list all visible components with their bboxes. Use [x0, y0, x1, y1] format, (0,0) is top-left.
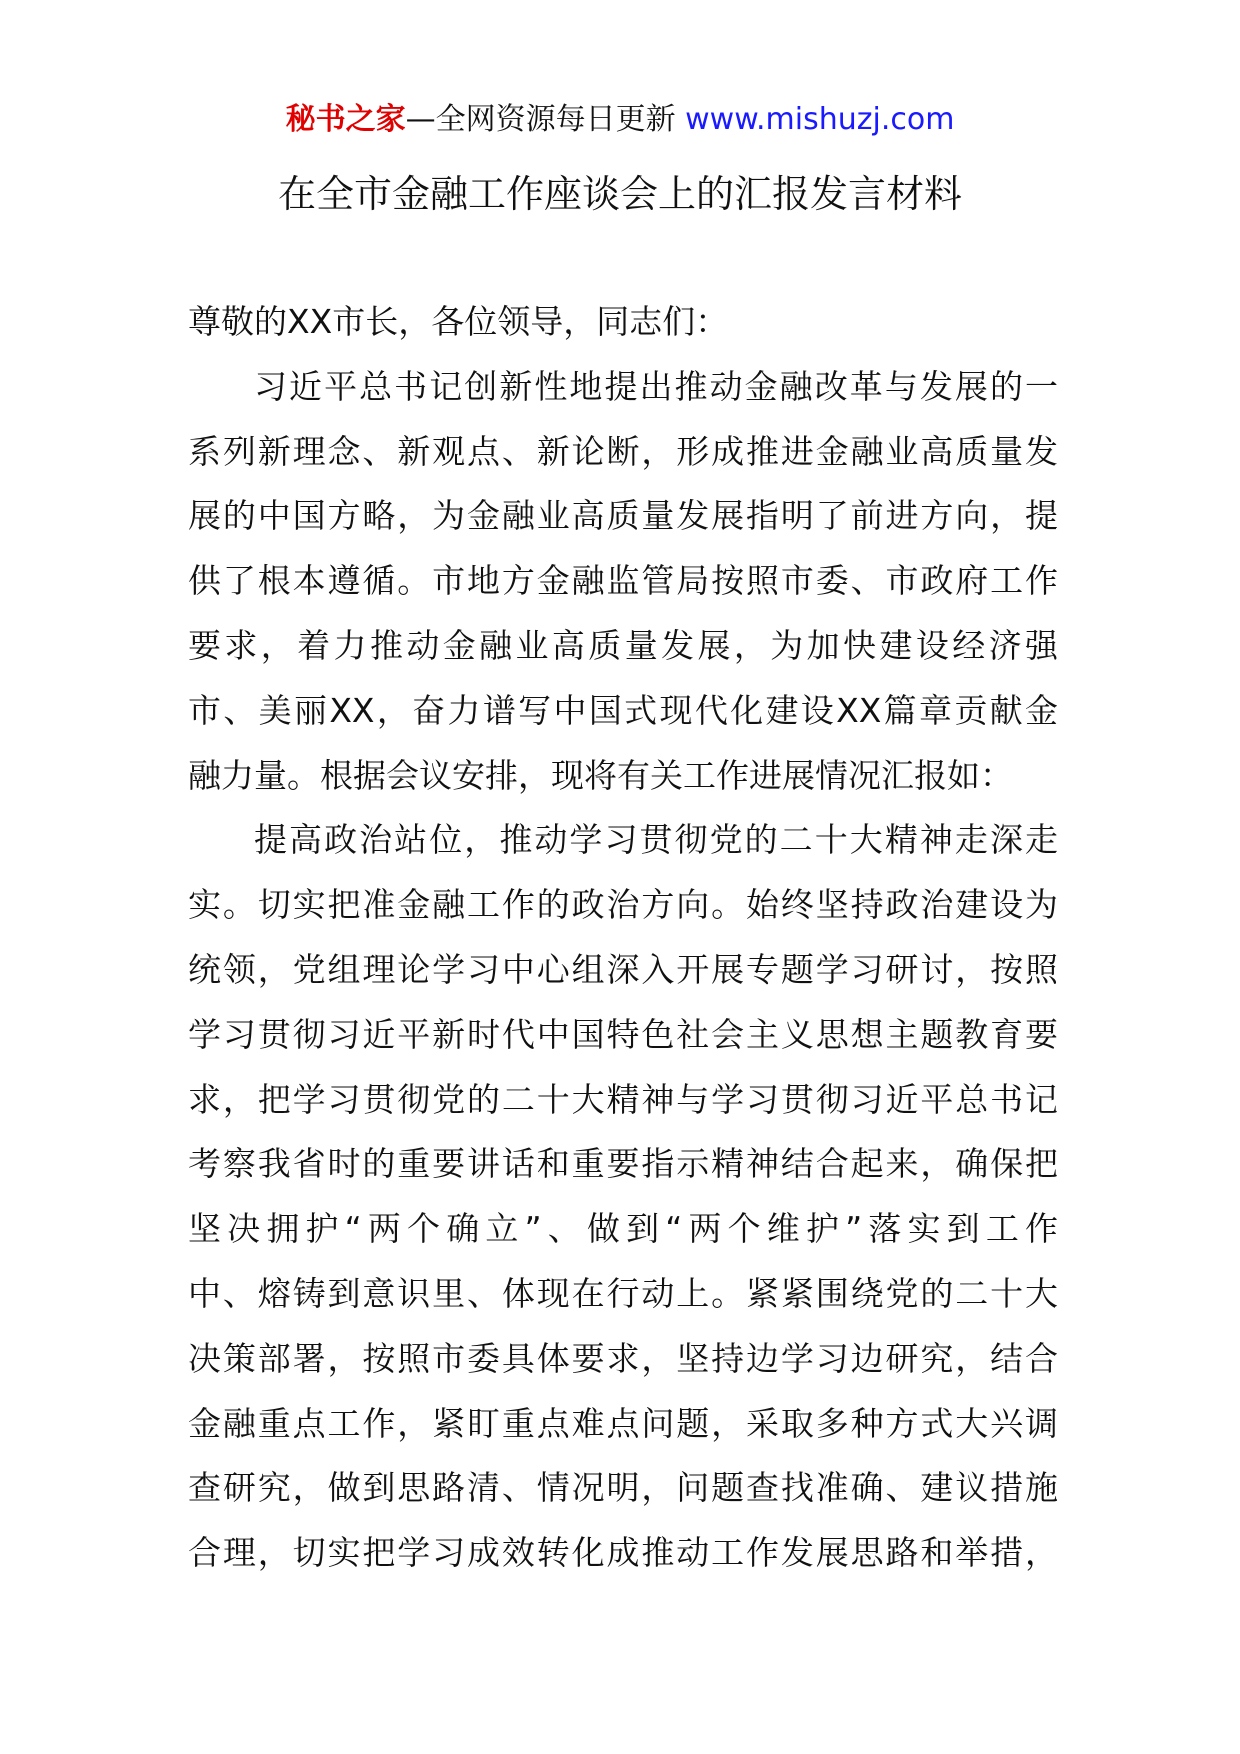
paragraph-line: 供了根本遵循。市地方金融监管局按照市委、市政府工作	[188, 561, 1058, 601]
paragraph-line: 实。切实把准金融工作的政治方向。始终坚持政治建设为	[188, 885, 1058, 925]
paragraph-line: 系列新理念、新观点、新论断，形成推进金融业高质量发	[188, 431, 1058, 471]
paragraph-line: 坚决拥护“两个确立”、做到“两个维护”落实到工作	[188, 1209, 1058, 1249]
document-title: 在全市金融工作座谈会上的汇报发言材料	[277, 172, 962, 216]
paragraph-line: 金融重点工作，紧盯重点难点问题，采取多种方式大兴调	[188, 1403, 1058, 1443]
site-url-link[interactable]: www.mishuzj.com	[685, 102, 955, 137]
paragraph-line: 融力量。根据会议安排，现将有关工作进展情况汇报如：	[188, 755, 1013, 795]
paragraph-line: 展的中国方略，为金融业高质量发展指明了前进方向，提	[188, 496, 1058, 536]
paragraph-line: 习近平总书记创新性地提出推动金融改革与发展的一	[254, 366, 1058, 406]
paragraph-line: 要求，着力推动金融业高质量发展，为加快建设经济强	[188, 625, 1058, 665]
site-tagline: —全网资源每日更新	[405, 102, 676, 137]
paragraph-line: 求，把学习贯彻党的二十大精神与学习贯彻习近平总书记	[188, 1079, 1058, 1119]
paragraph-line: 决策部署，按照市委具体要求，坚持边学习边研究，结合	[188, 1338, 1058, 1378]
paragraph-line: 统领，党组理论学习中心组深入开展专题学习研讨，按照	[188, 949, 1058, 989]
paragraph-line: 学习贯彻习近平新时代中国特色社会主义思想主题教育要	[188, 1014, 1058, 1054]
paragraph-line: 合理，切实把学习成效转化成推动工作发展思路和举措，	[188, 1533, 1058, 1573]
paragraph-line: 考察我省时的重要讲话和重要指示精神结合起来，确保把	[188, 1144, 1058, 1184]
salutation-line: 尊敬的XX市长，各位领导，同志们：	[188, 302, 729, 341]
site-header	[0, 100, 1240, 140]
site-brand: 秘书之家	[285, 102, 406, 137]
paragraph-line: 查研究，做到思路清、情况明，问题查找准确、建议措施	[188, 1468, 1058, 1508]
paragraph-line: 中、熔铸到意识里、体现在行动上。紧紧围绕党的二十大	[188, 1273, 1058, 1313]
paragraph-line: 市、美丽XX，奋力谱写中国式现代化建设XX篇章贡献金	[188, 690, 1058, 730]
paragraph-line: 提高政治站位，推动学习贯彻党的二十大精神走深走	[254, 820, 1058, 860]
document-body	[188, 290, 1058, 1586]
